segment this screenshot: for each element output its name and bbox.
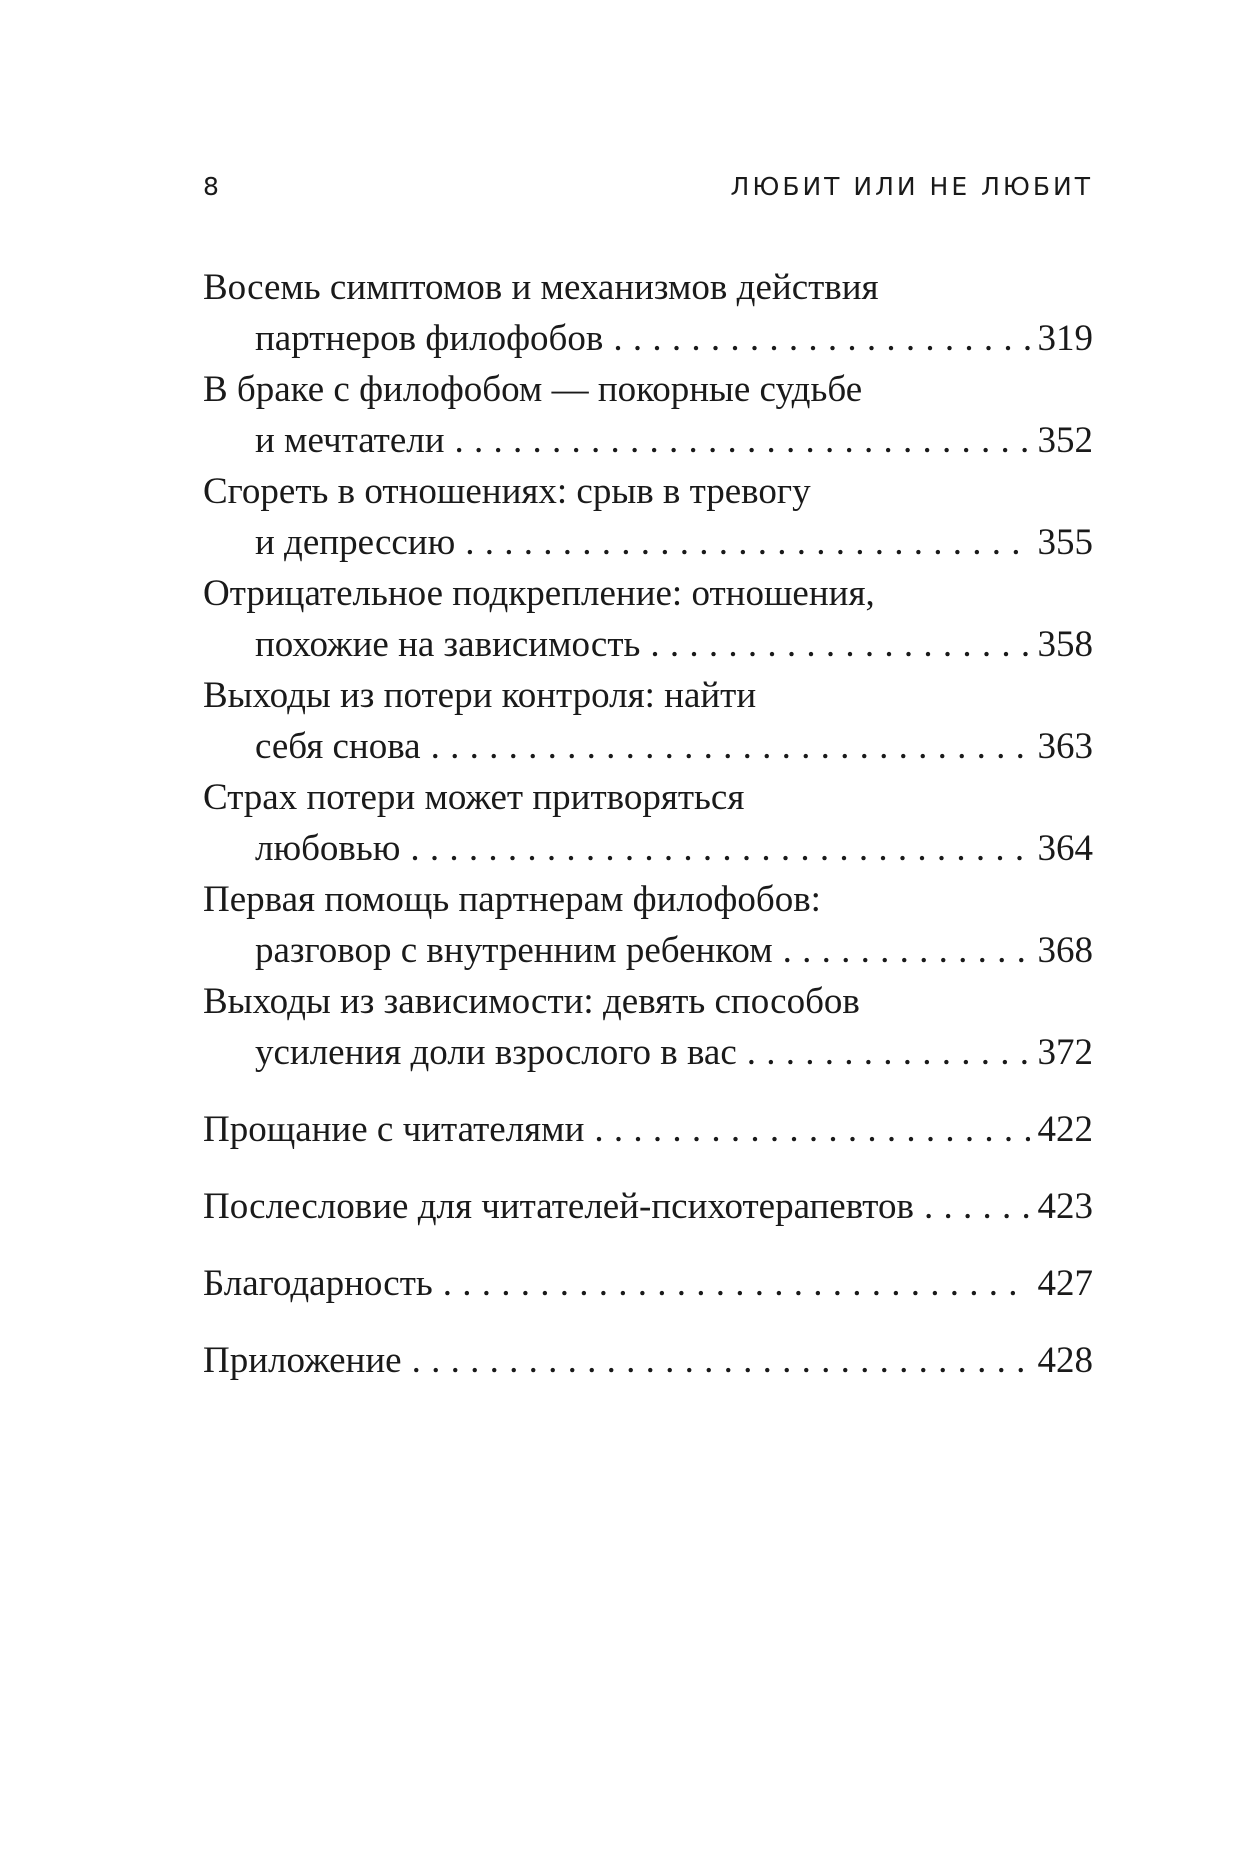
toc-entry[interactable] bbox=[203, 670, 1093, 772]
dot-leader bbox=[410, 823, 1029, 874]
dot-leader bbox=[613, 313, 1029, 364]
dot-leader bbox=[783, 925, 1030, 976]
toc-entry-page: 358 bbox=[1037, 624, 1093, 665]
toc-entry-title-line2: разговор с внутренним ребенком bbox=[255, 930, 773, 971]
toc-entry[interactable] bbox=[203, 976, 1093, 1078]
page-number: 8 bbox=[203, 172, 222, 201]
toc-entry-title-line1: Сгореть в отношениях: срыв в тревогу bbox=[203, 471, 811, 512]
toc-entry-page: 355 bbox=[1037, 522, 1093, 563]
toc-entry-title-line1: Выходы из зависимости: девять способов bbox=[203, 981, 860, 1022]
toc-entry-title-line2: и депрессию bbox=[255, 522, 456, 563]
toc-entry-title-line1: Отрицательное подкрепление: отношения, bbox=[203, 573, 875, 614]
toc-entry-page: 423 bbox=[1037, 1186, 1093, 1227]
dot-leader bbox=[443, 1258, 1030, 1309]
toc-entry-title-line1: Страх потери может притворяться bbox=[203, 777, 745, 818]
dot-leader bbox=[650, 619, 1029, 670]
dot-leader bbox=[412, 1335, 1030, 1386]
toc-entry[interactable] bbox=[203, 262, 1093, 364]
toc-entry-page: 427 bbox=[1037, 1263, 1093, 1304]
toc-entry-page: 422 bbox=[1037, 1109, 1093, 1150]
toc-entry[interactable] bbox=[203, 568, 1093, 670]
table-of-contents bbox=[203, 262, 1093, 1386]
toc-entry-page: 363 bbox=[1037, 726, 1093, 767]
toc-entry[interactable] bbox=[203, 364, 1093, 466]
toc-entry[interactable] bbox=[203, 1335, 1093, 1386]
toc-entry-page: 368 bbox=[1037, 930, 1093, 971]
toc-entry-title-line2: любовью bbox=[255, 828, 401, 869]
toc-entry-title-line2: партнеров филофобов bbox=[255, 318, 604, 359]
dot-leader bbox=[465, 517, 1029, 568]
toc-entry-page: 319 bbox=[1037, 318, 1093, 359]
running-head bbox=[203, 172, 1093, 212]
dot-leader bbox=[431, 721, 1030, 772]
toc-entry[interactable] bbox=[203, 466, 1093, 568]
toc-entry-page: 428 bbox=[1037, 1340, 1093, 1381]
dot-leader bbox=[594, 1104, 1029, 1155]
toc-entry-page: 364 bbox=[1037, 828, 1093, 869]
toc-entry-title-line1: В браке с филофобом — покорные судьбе bbox=[203, 369, 863, 410]
toc-entry[interactable] bbox=[203, 772, 1093, 874]
toc-entry-title-line2: усиления доли взрослого в вас bbox=[255, 1032, 737, 1073]
toc-entry-title: Приложение bbox=[203, 1340, 402, 1381]
toc-entry[interactable] bbox=[203, 1258, 1093, 1309]
dot-leader bbox=[455, 415, 1030, 466]
toc-entry-title-line2: похожие на зависимость bbox=[255, 624, 641, 665]
toc-entry-title: Благодарность bbox=[203, 1263, 433, 1304]
running-title: ЛЮБИТ ИЛИ НЕ ЛЮБИТ bbox=[730, 172, 1093, 201]
dot-leader bbox=[924, 1181, 1030, 1232]
toc-entry-title-line1: Выходы из потери контроля: найти bbox=[203, 675, 757, 716]
toc-entry-title: Прощание с читателями bbox=[203, 1109, 585, 1150]
toc-entry-title-line2: себя снова bbox=[255, 726, 421, 767]
toc-entry[interactable] bbox=[203, 874, 1093, 976]
toc-entry-title-line1: Первая помощь партнерам филофобов: bbox=[203, 879, 821, 920]
toc-entry-title-line1: Восемь симптомов и механизмов действия bbox=[203, 267, 879, 308]
toc-entry[interactable] bbox=[203, 1104, 1093, 1155]
toc-entry-page: 352 bbox=[1037, 420, 1093, 461]
dot-leader bbox=[747, 1027, 1030, 1078]
toc-entry-title-line2: и мечтатели bbox=[255, 420, 445, 461]
toc-entry[interactable] bbox=[203, 1181, 1093, 1232]
toc-entry-title: Послесловие для читателей-психотерапевтов bbox=[203, 1186, 914, 1227]
toc-entry-page: 372 bbox=[1037, 1032, 1093, 1073]
